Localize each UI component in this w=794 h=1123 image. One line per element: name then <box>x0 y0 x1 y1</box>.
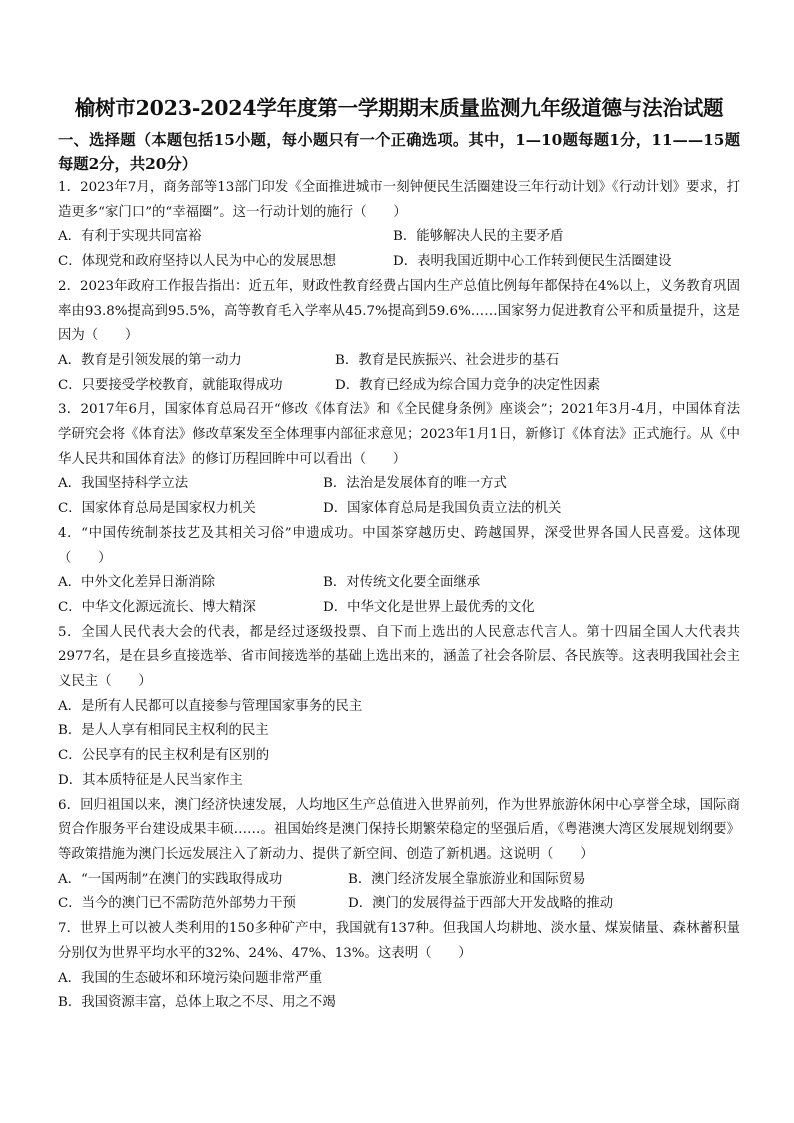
option-row <box>58 868 740 893</box>
question-stem: 6．回归祖国以来，澳门经济快速发展，人均地区生产总值进入世界前列，作为世界旅游休闲中心享誉全球，国际商贸合作服务平台建设成果丰硕……。祖国始终是澳门保持长期繁荣稳定的坚强后盾，《粤港澳大湾区发展规划纲要》等政策措施为澳门长远发展注入了新动力、提供了新空间、创造了新机遇。这说明（ ） <box>58 797 740 862</box>
option-row <box>58 472 740 497</box>
option-b: B．能够解决人民的主要矛盾 <box>393 229 564 245</box>
option-d: D．澳门的发展得益于西部大开发战略的推动 <box>348 896 614 912</box>
section-heading: 一、选择题（本题包括15小题，每小题只有一个正确选项。其中，1—10题每题1分，11——15题每题2分，共20分） <box>58 131 740 173</box>
option-b: B．澳门经济发展全靠旅游业和国际贸易 <box>348 871 586 887</box>
question-2 <box>58 275 740 399</box>
option-b: B．我国资源丰富，总体上取之不尽、用之不竭 <box>58 995 336 1011</box>
question-stem: 2．2023年政府工作报告指出：近五年，财政性教育经费占国内生产总值比例每年都保持在4%以上，义务教育巩固率由93.8%提高到95.5%，高等教育毛入学率从45.7%提高到59.6%……国家努力促进教育公平和质量提升，这是因为（ ） <box>58 278 740 344</box>
option-row <box>58 250 740 275</box>
option-d: D．表明我国近期中心工作转到便民生活圈建设 <box>393 254 672 270</box>
option-row <box>58 349 740 374</box>
option-row <box>58 892 740 917</box>
option-a: A．“一国两制”在澳门的实践取得成功 <box>58 871 283 887</box>
option-a: A．我国的生态破坏和环境污染问题非常严重 <box>58 970 323 986</box>
exam-page <box>58 94 740 1016</box>
option-row <box>58 596 740 621</box>
question-3 <box>58 398 740 522</box>
question-4 <box>58 522 740 621</box>
question-5 <box>58 621 740 794</box>
question-stem: 1．2023年7月，商务部等13部门印发《全面推进城市一刻钟便民生活圈建设三年行动计划》《行动计划》要求，打造更多“家门口”的“幸福圈”。这一行动计划的施行（ ） <box>58 180 740 220</box>
option-c: C．当今的澳门已不需防范外部势力干预 <box>58 896 296 912</box>
exam-title: 榆树市2023-2024学年度第一学期期末质量监测九年级道德与法治试题 <box>74 96 724 120</box>
option-row <box>58 497 740 522</box>
question-1 <box>58 176 740 275</box>
option-a: A．是所有人民都可以直接参与管理国家事务的民主 <box>58 698 363 714</box>
question-stem: 3．2017年6月，国家体育总局召开“修改《体育法》和《全民健身条例》座谈会”；2021年3月-4月，中国体育法学研究会将《体育法》修改草案发至全体理事内部征求意见；2023年1月1日，新修订《体育法》正式施行。从《中华人民共和国体育法》的修订历程回眸中可以看出（ ） <box>58 402 740 467</box>
question-stem: 5．全国人民代表大会的代表，都是经过逐级投票、自下而上选出的人民意志代言人。第十四届全国人大代表共2977名，是在县乡直接选举、省市间接选举的基础上选出来的，涵盖了社会各阶层、各民族等。这表明我国社会主义民主（ ） <box>58 624 740 690</box>
option-d: D．教育已经成为综合国力竞争的决定性因素 <box>335 377 601 393</box>
option-row <box>58 374 740 399</box>
option-row <box>58 571 740 596</box>
option-a: A．中外文化差异日渐消除 <box>58 575 215 591</box>
option-d: D．中华文化是世界上最优秀的文化 <box>323 599 535 615</box>
option-b: B．是人人享有相同民主权利的民主 <box>58 723 269 739</box>
option-d: D．其本质特征是人民当家作主 <box>58 772 243 788</box>
option-row <box>58 225 740 250</box>
question-7 <box>58 917 740 1016</box>
option-c: C．公民享有的民主权利是有区别的 <box>58 748 270 764</box>
question-stem: 4．“中国传统制茶技艺及其相关习俗”申遗成功。中国茶穿越历史、跨越国界，深受世界各国人民喜爱。这体现（ ） <box>58 525 740 566</box>
option-b: B．法治是发展体育的唯一方式 <box>323 476 507 492</box>
option-c: C．国家体育总局是国家权力机关 <box>58 501 256 517</box>
option-a: A．有利于实现共同富裕 <box>58 229 202 245</box>
option-c: C．体现党和政府坚持以人民为中心的发展思想 <box>58 254 337 270</box>
option-a: A．我国坚持科学立法 <box>58 476 189 492</box>
option-a: A．教育是引领发展的第一动力 <box>58 352 242 368</box>
question-6 <box>58 794 740 918</box>
option-c: C．只要接受学校教育，就能取得成功 <box>58 377 283 393</box>
option-d: D．国家体育总局是我国负责立法的机关 <box>323 501 562 517</box>
option-b: B．教育是民族振兴、社会进步的基石 <box>335 352 560 368</box>
question-stem: 7．世界上可以被人类利用的150多种矿产中，我国就有137种。但我国人均耕地、淡水量、煤炭储量、森林蓄积量分别仅为世界平均水平的32%、24%、47%、13%。这表明（ ） <box>58 921 740 961</box>
option-b: B．对传统文化要全面继承 <box>323 575 481 591</box>
option-c: C．中华文化源远流长、博大精深 <box>58 599 256 615</box>
